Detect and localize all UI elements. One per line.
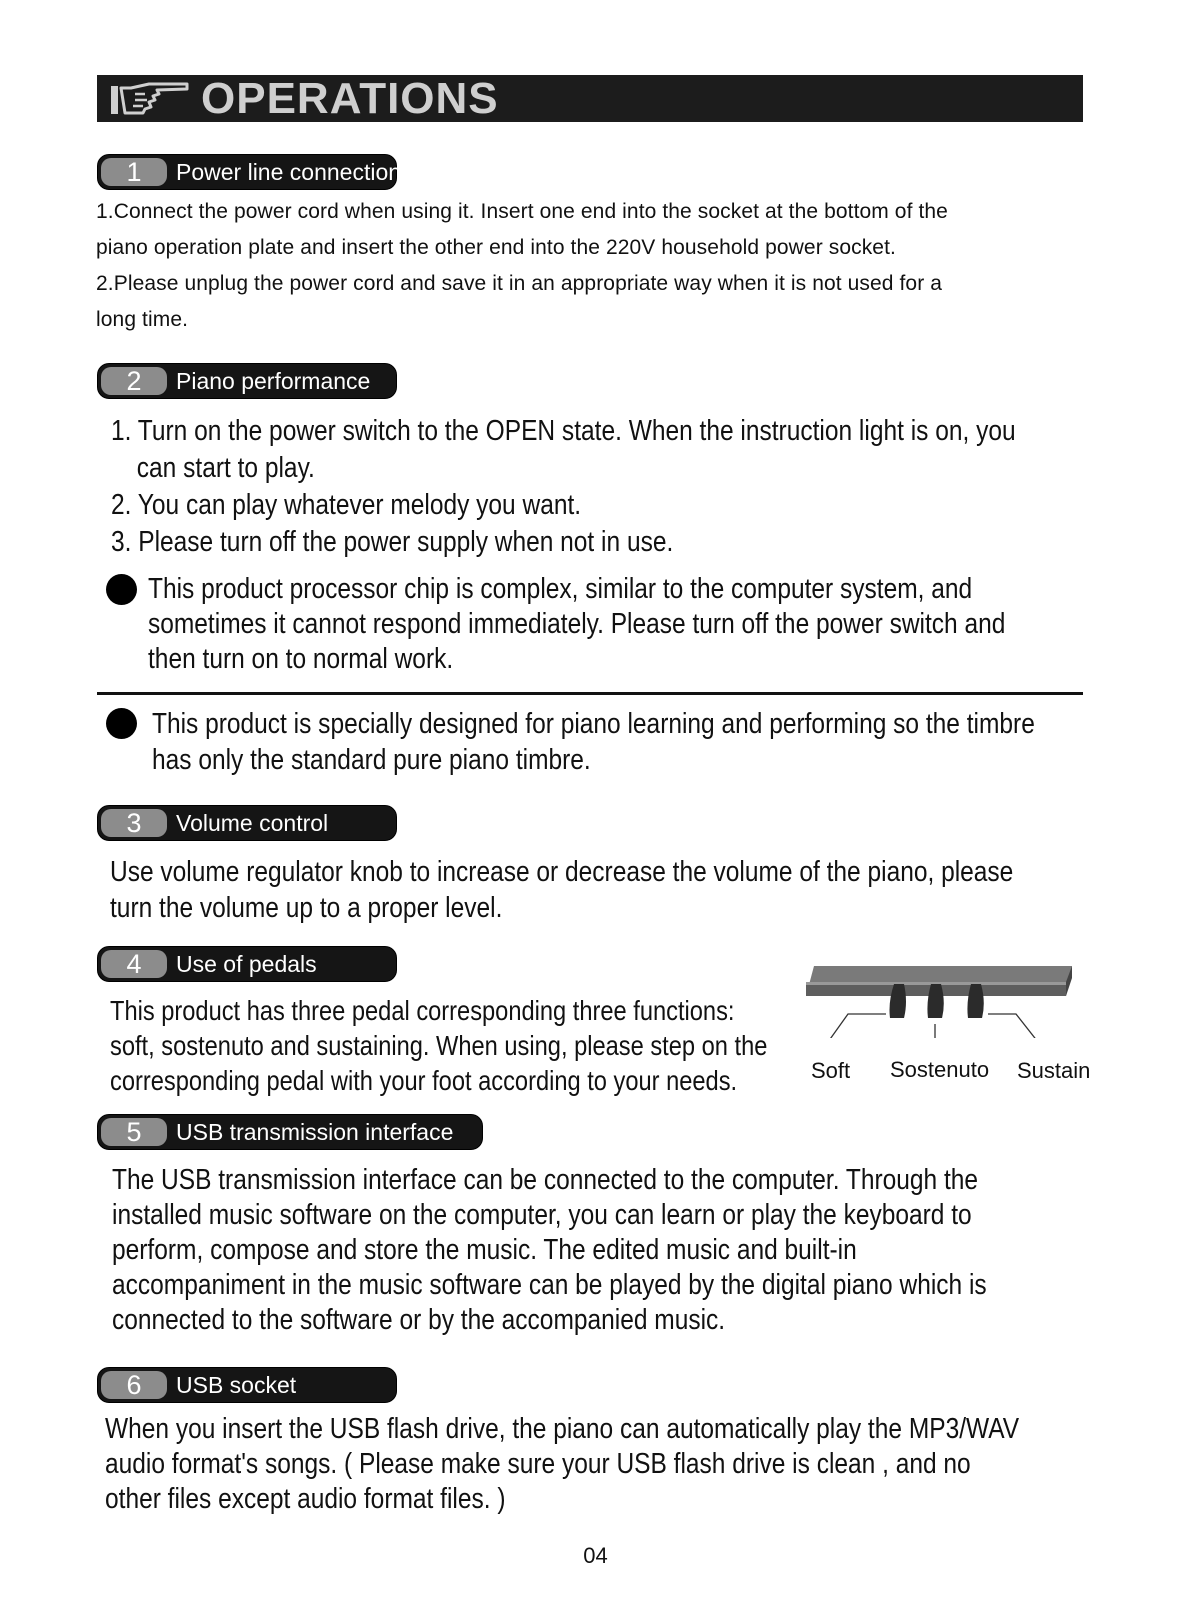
section-3-header <box>97 805 397 841</box>
body-line: perform, compose and store the music. The edited music and built-in <box>112 1234 857 1266</box>
divider <box>97 692 1083 695</box>
note-line: sometimes it cannot respond immediately. Please turn off the power switch and <box>148 608 1006 640</box>
body-line: connected to the software or by the accompanied music. <box>112 1304 726 1336</box>
pedal-label-soft: Soft <box>811 1058 851 1083</box>
body-line: This product has three pedal corresponding three functions: <box>110 995 735 1026</box>
step-item: 1. Turn on the power switch to the OPEN state. When the instruction light is on, you <box>111 415 1016 447</box>
section-4-header <box>97 946 397 982</box>
note-line: then turn on to normal work. <box>148 643 454 675</box>
note-line: This product is specially designed for piano learning and performing so the timbre <box>152 708 1035 740</box>
note-line: This product processor chip is complex, similar to the computer system, and <box>148 573 973 605</box>
body-line: The USB transmission interface can be connected to the computer. Through the <box>112 1164 979 1196</box>
body-line: soft, sostenuto and sustaining. When using, please step on the <box>110 1030 768 1061</box>
body-line: audio format's songs. ( Please make sure your USB flash drive is clean , and no <box>105 1448 971 1480</box>
section-5-header <box>97 1114 483 1150</box>
step-item: 3. Please turn off the power supply when not in use. <box>111 526 674 558</box>
section-2-note-1 <box>148 572 1005 677</box>
body-line: piano operation plate and insert the other end into the 220V household power socket. <box>96 236 896 259</box>
body-line: Use volume regulator knob to increase or decrease the volume of the piano, please <box>110 856 1014 888</box>
section-title: Volume control <box>176 810 329 836</box>
note-line: has only the standard pure piano timbre. <box>152 744 591 776</box>
pointing-hand-icon <box>109 80 189 118</box>
section-title: Power line connection <box>176 159 402 185</box>
section-number: 1 <box>101 158 167 186</box>
pedal-label-sostenuto: Sostenuto <box>890 1057 990 1082</box>
section-number: 5 <box>101 1118 167 1146</box>
body-line: turn the volume up to a proper level. <box>110 892 503 924</box>
section-number: 2 <box>101 367 167 395</box>
section-1-body <box>96 194 948 338</box>
section-number: 4 <box>101 950 167 978</box>
section-3-body <box>110 854 1013 926</box>
body-line: corresponding pedal with your foot according to your needs. <box>110 1065 738 1096</box>
section-title: Piano performance <box>176 368 371 394</box>
bullet-icon <box>106 708 137 739</box>
body-line: long time. <box>96 308 189 331</box>
body-line: 1.Connect the power cord when using it. Insert one end into the socket at the bottom of the <box>96 200 948 223</box>
body-line: accompaniment in the music software can be played by the digital piano which is <box>112 1269 987 1301</box>
section-number: 6 <box>101 1371 167 1399</box>
section-title: USB socket <box>176 1372 297 1398</box>
step-item: can start to play. <box>136 452 315 484</box>
page-number: 04 <box>583 1543 608 1568</box>
step-item: 2. You can play whatever melody you want. <box>111 489 582 521</box>
body-line: When you insert the USB flash drive, the piano can automatically play the MP3/WAV <box>105 1413 1020 1445</box>
section-2-steps <box>111 413 1016 561</box>
section-5-body <box>112 1163 987 1338</box>
body-line: other files except audio format files. ) <box>105 1483 506 1515</box>
pedal-label-sustain: Sustain <box>1017 1058 1091 1083</box>
body-line: installed music software on the computer, you can learn or play the keyboard to <box>112 1199 972 1231</box>
page-title: OPERATIONS <box>201 74 499 123</box>
section-2-note-2 <box>152 706 1035 778</box>
bullet-icon <box>106 574 137 605</box>
section-4-body <box>110 993 767 1098</box>
operations-header <box>97 75 1083 122</box>
body-line: 2.Please unplug the power cord and save it in an appropriate way when it is not used for a <box>96 272 943 295</box>
section-1-header <box>97 154 402 190</box>
section-number: 3 <box>101 809 167 837</box>
section-6-body <box>105 1412 1019 1517</box>
pedal-illustration <box>800 958 1080 1038</box>
section-2-header <box>97 363 397 399</box>
section-title: Use of pedals <box>176 951 317 977</box>
section-title: USB transmission interface <box>176 1119 454 1145</box>
section-6-header <box>97 1367 397 1403</box>
